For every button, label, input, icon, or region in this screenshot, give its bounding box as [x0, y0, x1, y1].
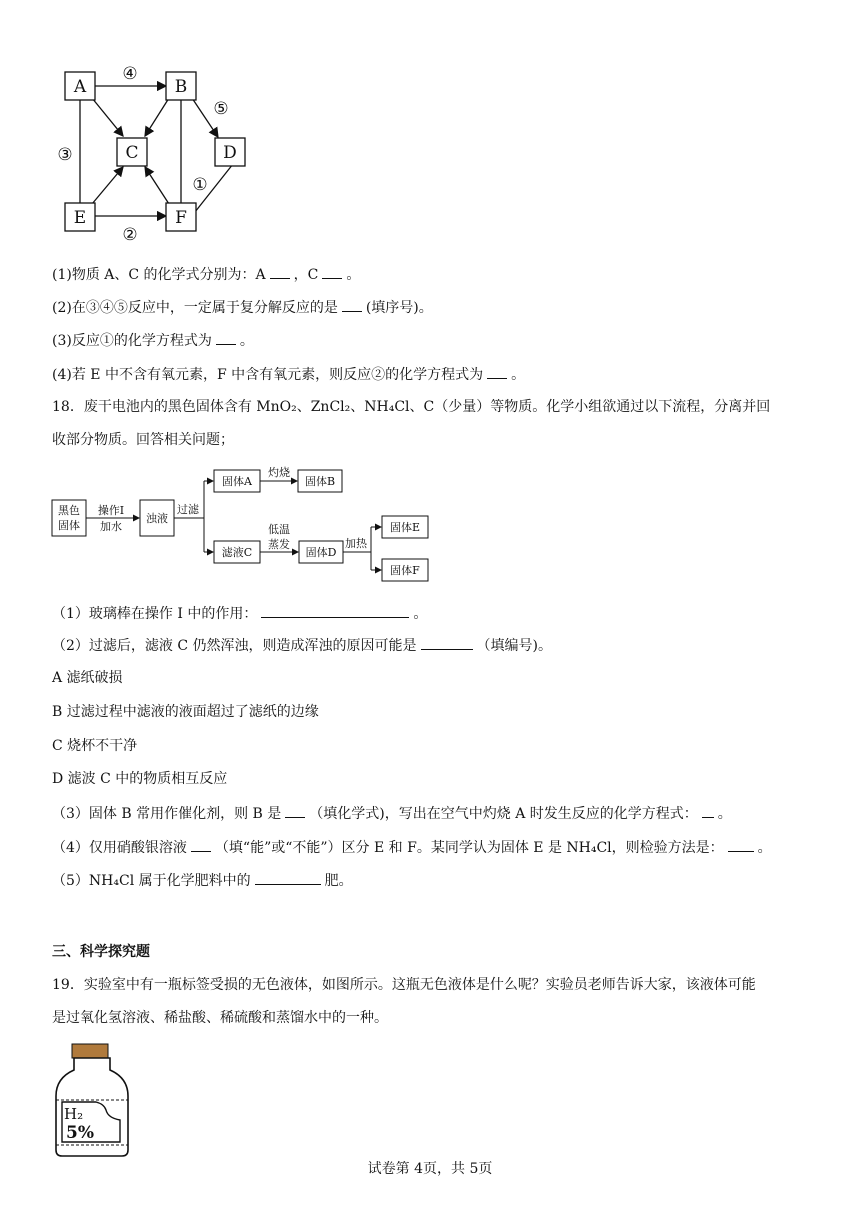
q18-option-a: A 滤纸破损: [52, 670, 123, 686]
q17-2: (2)在③④⑤反应中，一定属于复分解反应的是 (填序号)。: [52, 297, 433, 318]
node-e: E: [73, 208, 87, 228]
flow-solid-d: 固体D: [305, 546, 337, 559]
separation-flowchart: [48, 462, 438, 592]
flow-filtrate-c: 滤液C: [221, 546, 253, 559]
label-5: ⑤: [213, 99, 229, 119]
label-2: ②: [122, 225, 138, 245]
flow-op1: 操作I: [97, 504, 125, 517]
q18-3: （3）固体 B 常用作催化剂，则 B 是 （填化学式)，写出在空气中灼烧 A 时发生反应的化学方程式： 。: [52, 803, 732, 824]
page-footer: 试卷第 4页，共 5页: [367, 1161, 493, 1177]
label-1: ①: [192, 175, 208, 195]
q18-2: （2）过滤后，滤液 C 仍然浑浊，则造成浑浊的原因可能是 （填编号)。: [52, 635, 552, 656]
q18-stem-line2: 收部分物质。回答相关问题；: [52, 432, 234, 448]
flow-solid-a: 固体A: [222, 475, 252, 488]
q18-option-c: C 烧杯不干净: [52, 738, 138, 754]
q18-1: （1）玻璃棒在操作 I 中的作用： 。: [52, 603, 427, 624]
flow-lowtemp: 低温: [268, 523, 290, 536]
node-a: A: [73, 77, 87, 97]
q19-line1: 19．实验室中有一瓶标签受损的无色液体，如图所示。这瓶无色液体是什么呢？实验员老师告诉大家，该液体可能: [52, 977, 756, 993]
bottle-label-formula: H₂: [64, 1105, 84, 1123]
q17-4: (4)若 E 中不含有氧元素，F 中含有氧元素，则反应②的化学方程式为 。: [52, 364, 525, 385]
flow-black-solid-1: 黑色: [58, 504, 80, 517]
label-4: ④: [122, 64, 138, 84]
q18-stem-line1: 18．废干电池内的黑色固体含有 MnO₂、ZnCl₂、NH₄Cl、C（少量）等物质。化学小组欲通过以下流程，分离并回: [52, 399, 771, 415]
bottle-label-percent: 5%: [66, 1123, 94, 1143]
flow-burn: 灼烧: [268, 466, 290, 479]
node-f: F: [175, 208, 187, 228]
node-b: B: [174, 77, 188, 97]
q18-4: （4）仅用硝酸银溶液 （填“能”或“不能”）区分 E 和 F。某同学认为固体 E 是 NH₄Cl，则检验方法是： 。: [52, 837, 772, 858]
flow-heat: 加热: [345, 537, 367, 550]
flow-solid-f: 固体F: [390, 564, 420, 577]
reaction-network-diagram: [55, 62, 265, 252]
flow-turbid: 浊液: [146, 512, 168, 525]
node-c: C: [125, 143, 139, 163]
q18-option-d: D 滤波 C 中的物质相互反应: [52, 771, 228, 787]
q17-3: (3)反应①的化学方程式为 。: [52, 330, 254, 351]
label-3: ③: [57, 145, 73, 165]
section-title: 三、科学探究题: [52, 944, 150, 960]
reagent-bottle-image: [52, 1038, 132, 1158]
flow-solid-b: 固体B: [304, 475, 336, 488]
flow-solid-e: 固体E: [389, 521, 421, 534]
flow-add-water: 加水: [100, 520, 122, 533]
q17-1: (1)物质 A、C 的化学式分别为：A ，C 。: [52, 264, 360, 285]
node-d: D: [223, 143, 237, 163]
flow-evaporate: 蒸发: [268, 538, 290, 551]
q18-option-b: B 过滤过程中滤液的液面超过了滤纸的边缘: [52, 704, 319, 720]
q19-line2: 是过氧化氢溶液、稀盐酸、稀硫酸和蒸馏水中的一种。: [52, 1010, 388, 1026]
flow-filter: 过滤: [177, 503, 199, 516]
q18-5: （5）NH₄Cl 属于化学肥料中的 肥。: [52, 870, 353, 891]
flow-black-solid-2: 固体: [58, 519, 80, 532]
